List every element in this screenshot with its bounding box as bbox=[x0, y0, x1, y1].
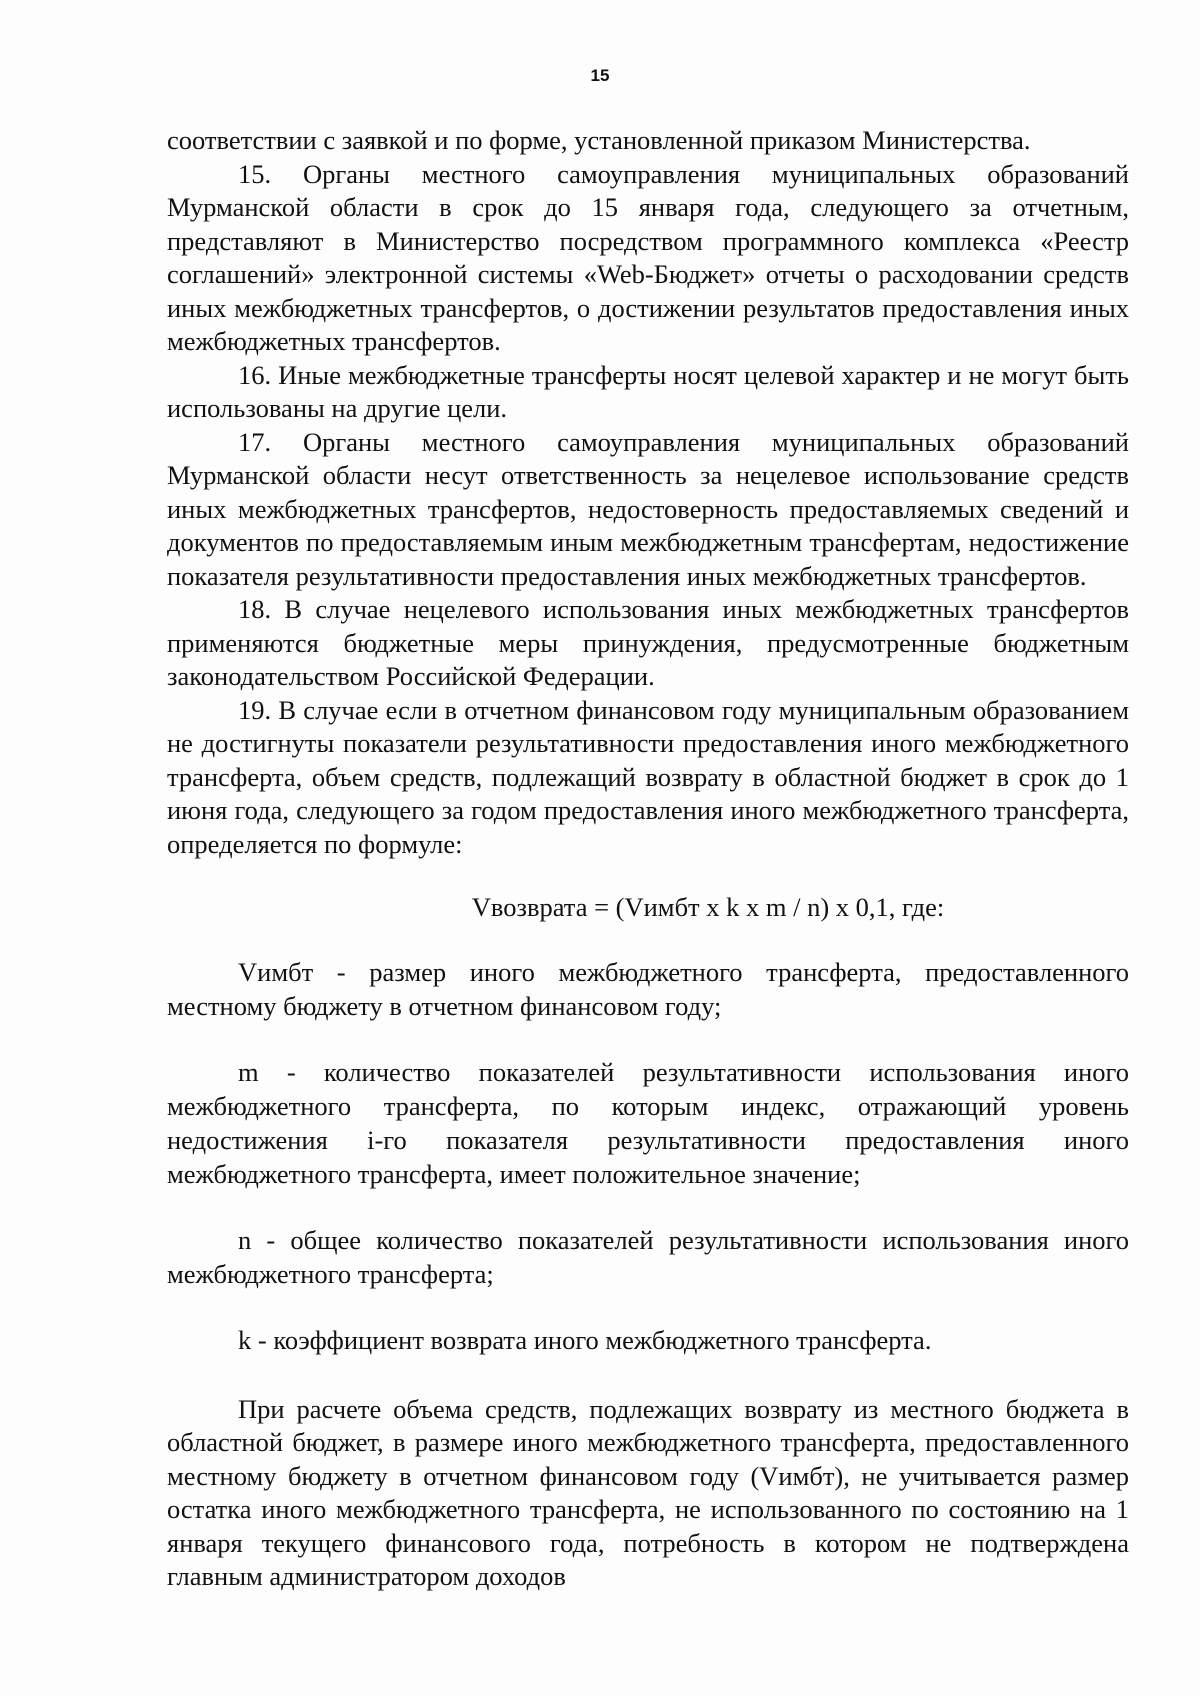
paragraph-18: 18. В случае нецелевого использования иных межбюджетных трансфертов применяются бюджетные меры принуждения, предусмотренные бюджетным законодательством Российской Федерации. bbox=[167, 594, 1129, 691]
paragraph-19: 19. В случае если в отчетном финансовом году муниципальным образованием не достигнуты показатели результативности предоставления иного межбюджетного трансферта, объем средств, подлежащий возврату в областной бюджет в срок до 1 июня года, следующего за годом предоставления иного межбюджетного трансферта, определяется по формуле: bbox=[167, 694, 1129, 859]
closing-paragraph: При расчете объема средств, подлежащих возврату из местного бюджета в областной бюджет, в размере иного межбюджетного трансферта, предоставленного местному бюджету в отчетном финансовом году (Vимбт), не учитывается размер остатка иного межбюджетного трансферта, не использованного по состоянию на 1 января текущего финансового года, потребность в котором не подтверждена главным администратором доходов bbox=[167, 1393, 1129, 1591]
paragraph-16: 16. Иные межбюджетные трансферты носят целевой характер и не могут быть использованы на другие цели. bbox=[167, 359, 1129, 423]
definition-vimbt: Vимбт - размер иного межбюджетного трансферта, предоставленного местному бюджету в отчетном финансовом году; bbox=[167, 956, 1129, 1021]
formula: Vвозврата = (Vимбт x k x m / n) x 0,1, где: bbox=[471, 892, 945, 922]
document-body bbox=[167, 124, 1129, 1594]
paragraph-continuation: соответствии с заявкой и по форме, установленной приказом Министерства. bbox=[167, 125, 1031, 155]
definition-n: n - общее количество показателей результативности использования иного межбюджетного трансферта; bbox=[167, 1224, 1129, 1289]
paragraph-15: 15. Органы местного самоуправления муниципальных образований Мурманской области в срок до 15 января года, следующего за отчетным, представляют в Министерство посредством программного комплекса «Реестр соглашений» электронной системы «Web-Бюджет» отчеты о расходовании средств иных межбюджетных трансфертов, о достижении результатов предоставления иных межбюджетных трансфертов. bbox=[167, 158, 1129, 356]
paragraph-17: 17. Органы местного самоуправления муниципальных образований Мурманской области несут ответственность за нецелевое использование средств иных межбюджетных трансфертов, недостоверность предоставляемых сведений и документов по предоставляемым иным межбюджетным трансфертам, недостижение показателя результативности предоставления иных межбюджетных трансфертов. bbox=[167, 426, 1129, 591]
definition-m: m - количество показателей результативности использования иного межбюджетного трансферта, по которым индекс, отражающий уровень недостижения i-го показателя результативности предоставления иного межбюджетного трансферта, имеет положительное значение; bbox=[167, 1056, 1129, 1189]
definition-k: k - коэффициент возврата иного межбюджетного трансферта. bbox=[238, 1324, 932, 1355]
page-number: 15 bbox=[590, 66, 610, 85]
